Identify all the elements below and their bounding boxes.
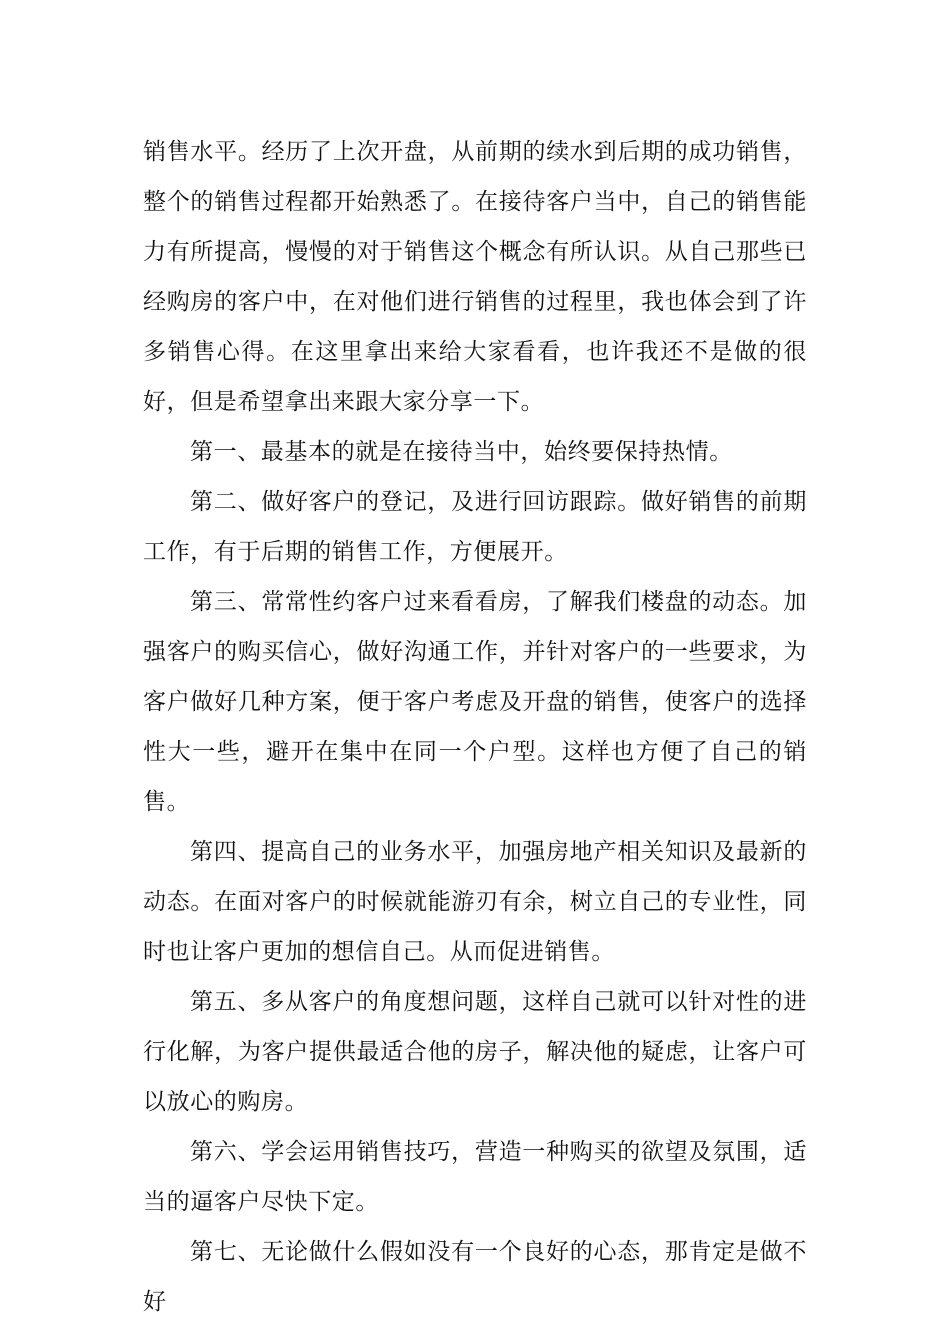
paragraph-intro: 销售水平。经历了上次开盘，从前期的续水到后期的成功销售，整个的销售过程都开始熟悉了。在接待客户当中，自己的销售能力有所提高，慢慢的对于销售这个概念有所认识。从自己那些已经购房的客户中，在对他们进行销售的过程里，我也体会到了许多销售心得。在这里拿出来给大家看看，也许我还不是做的很好，但是希望拿出来跟大家分享一下。 bbox=[143, 139, 807, 415]
paragraph-point-7: 第七、无论做什么假如没有一个良好的心态，那肯定是做不好 bbox=[143, 1239, 807, 1315]
paragraph-point-2: 第二、做好客户的登记，及进行回访跟踪。做好销售的前期工作，有于后期的销售工作，方便展开。 bbox=[143, 489, 807, 565]
paragraph-point-4: 第四、提高自己的业务水平，加强房地产相关知识及最新的动态。在面对客户的时候就能游刃有余，树立自己的专业性，同时也让客户更加的想信自己。从而促进销售。 bbox=[143, 839, 807, 965]
document-body bbox=[143, 127, 807, 1327]
paragraph-point-3: 第三、常常性约客户过来看看房，了解我们楼盘的动态。加强客户的购买信心，做好沟通工作，并针对客户的一些要求，为客户做好几种方案，便于客户考虑及开盘的销售，使客户的选择性大一些，避开在集中在同一个户型。这样也方便了自己的销售。 bbox=[143, 589, 807, 815]
paragraph-point-6: 第六、学会运用销售技巧，营造一种购买的欲望及氛围，适当的逼客户尽快下定。 bbox=[143, 1139, 807, 1215]
paragraph-point-5: 第五、多从客户的角度想问题，这样自己就可以针对性的进行化解，为客户提供最适合他的房子，解决他的疑虑，让客户可以放心的购房。 bbox=[143, 989, 807, 1115]
paragraph-point-1: 第一、最基本的就是在接待当中，始终要保持热情。 bbox=[190, 439, 733, 465]
